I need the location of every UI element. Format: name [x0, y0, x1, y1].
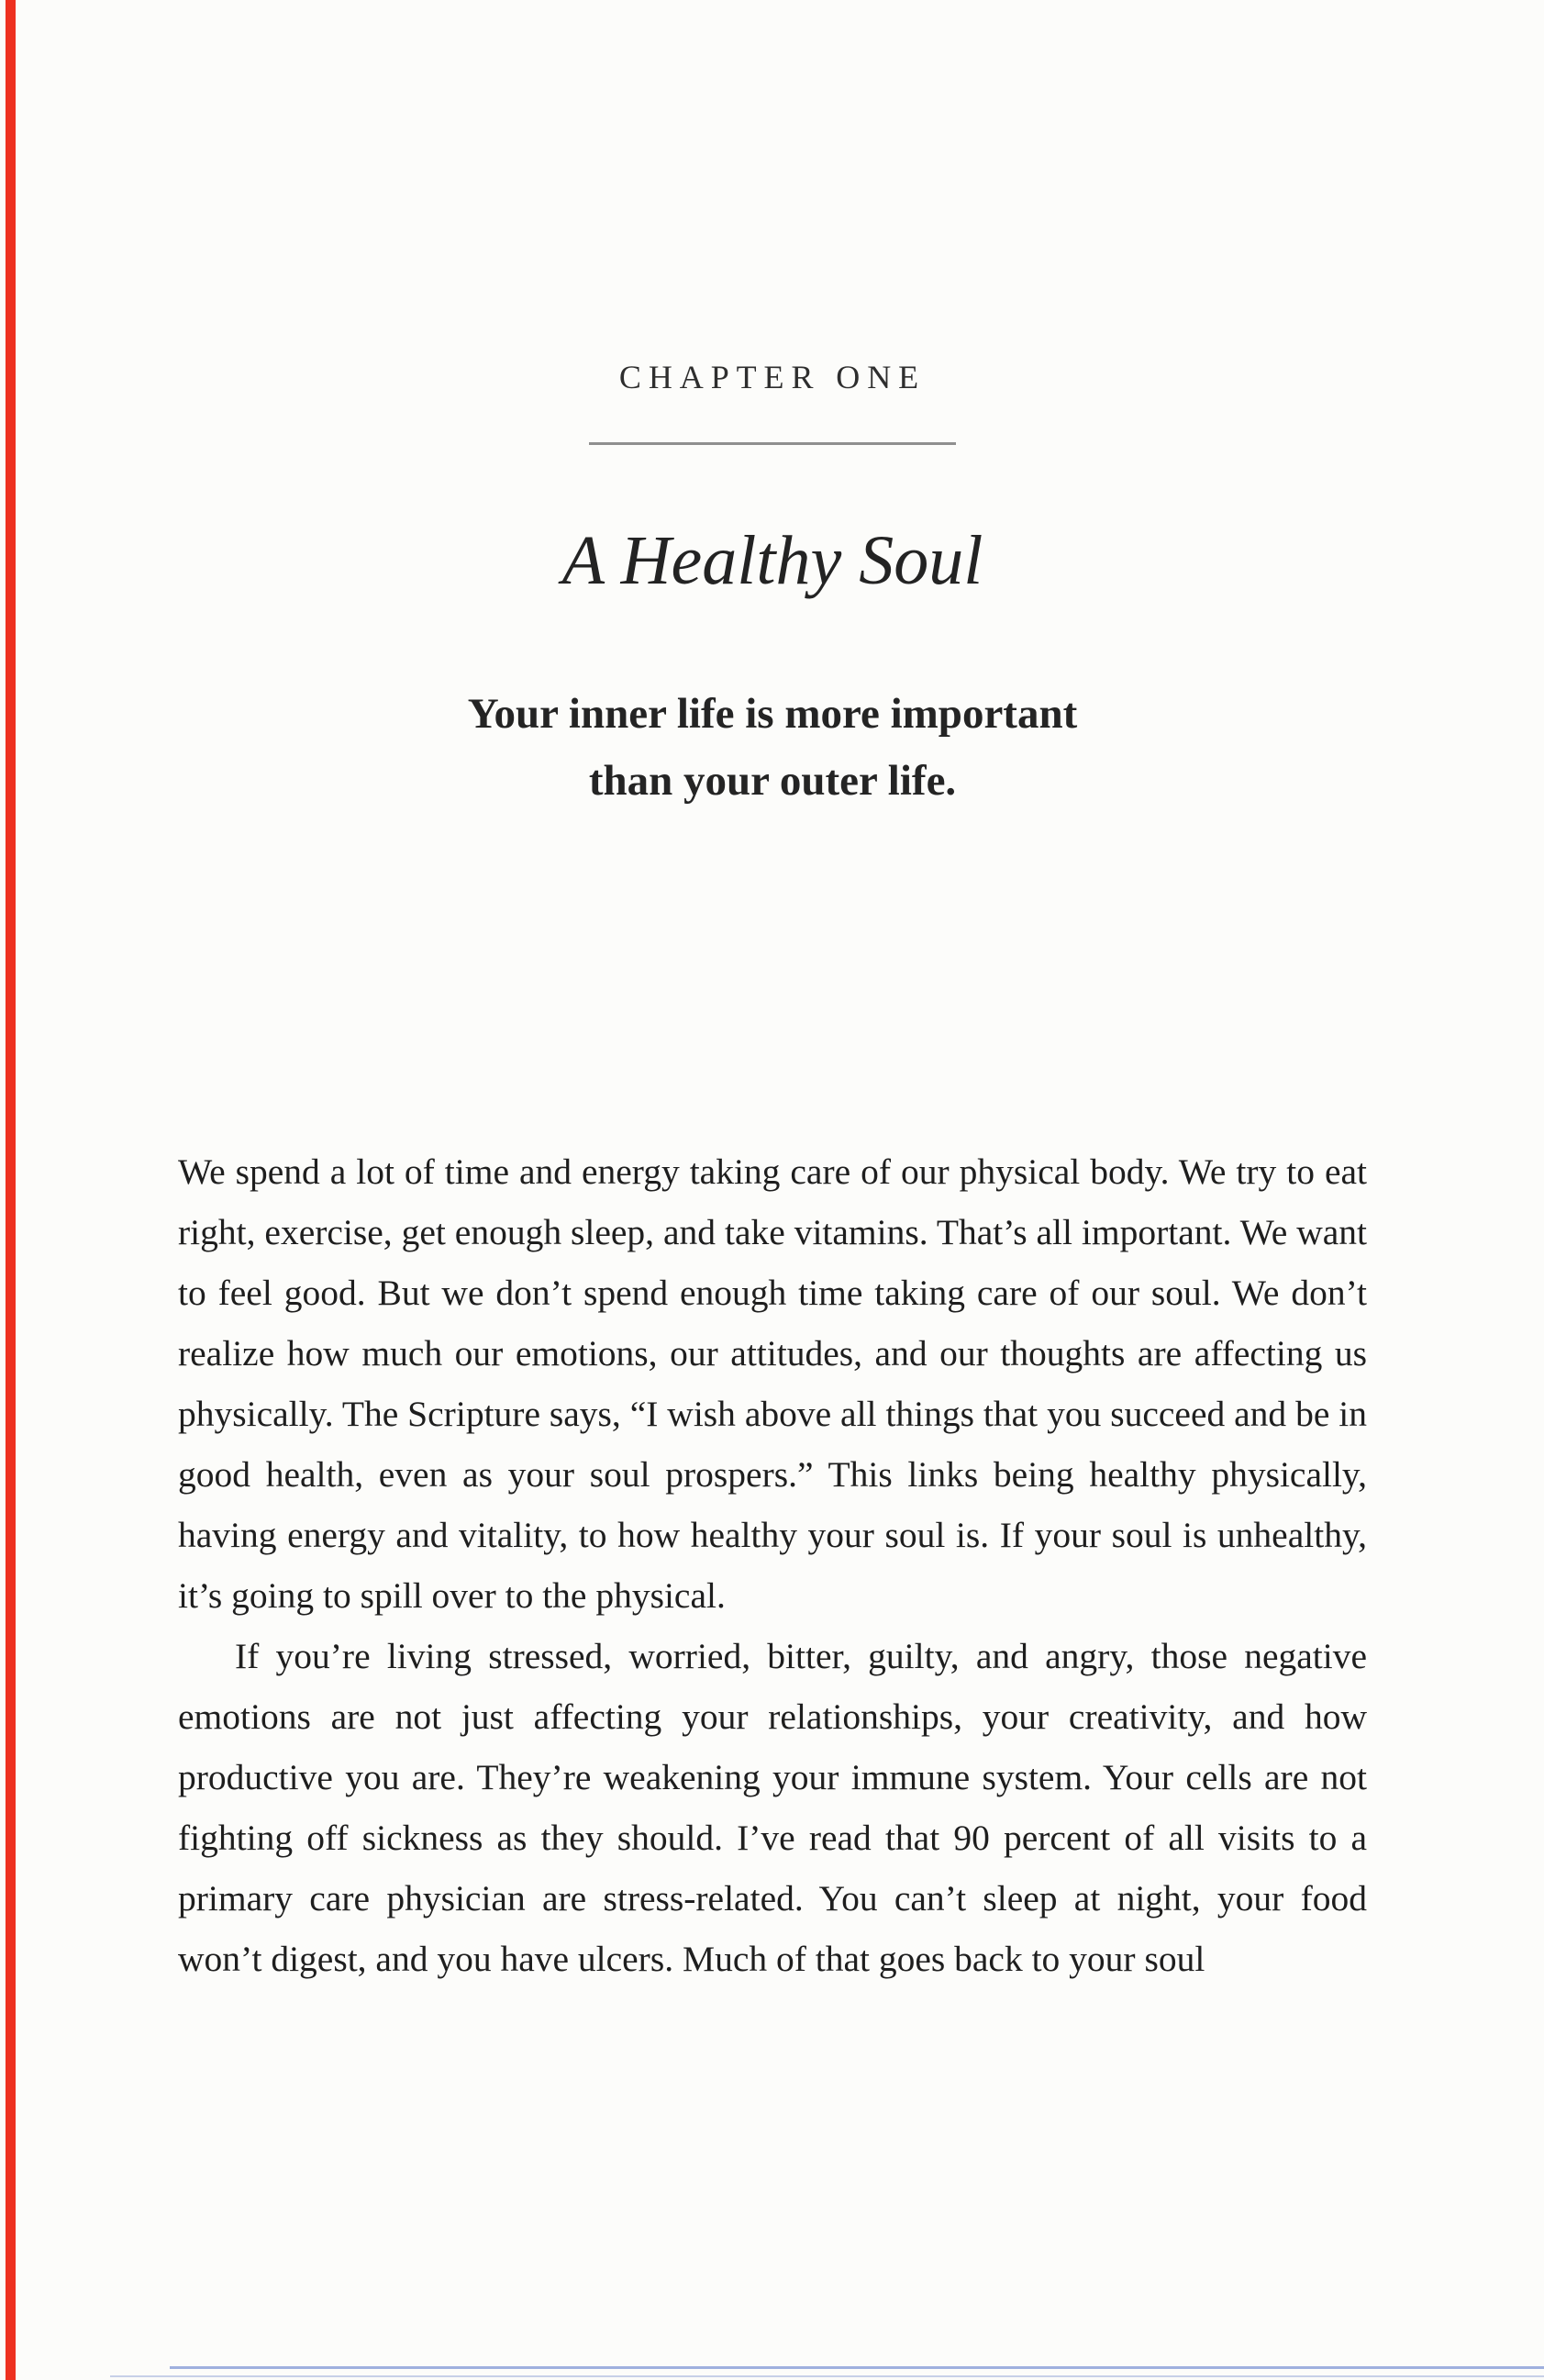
body-paragraph: If you’re living stressed, worried, bitter, guilty, and angry, those negative emotions are not just affecting your relationships, your creativity, and how productive you are. They’re weakening your immune system. Your cells are not fighting off sickness as they should. I’ve read that 90 percent of all visits to a primary care physician are stress-related. You can’t sleep at night, your food won’t digest, and you have ulcers. Much of that goes back to your soul: [178, 1636, 1367, 1979]
chapter-subtitle-line-1: Your inner life is more important: [467, 690, 1078, 738]
bottom-scan-artifact-line-faint: [110, 2375, 1544, 2377]
chapter-title: A Healthy Soul: [561, 522, 983, 599]
book-page: [178, 0, 1367, 2380]
left-scan-artifact-line: [6, 0, 16, 2380]
section-divider-rule: [589, 442, 956, 445]
chapter-subtitle: [178, 681, 1367, 815]
chapter-label: CHAPTER ONE: [618, 359, 927, 395]
bottom-scan-artifact-line: [170, 2366, 1544, 2369]
chapter-subtitle-line-2: than your outer life.: [588, 756, 957, 805]
body-paragraph: We spend a lot of time and energy taking care of our physical body. We try to eat right, exercise, get enough sleep, and take vitamins. That’s all important. We want to feel good. But we don’t spend enough time taking care of our soul. We don’t realize how much our emotions, our attitudes, and our thoughts are affecting us physically. The Scripture says, “I wish above all things that you succeed and be in good health, even as your soul prospers.” This links being healthy physically, having energy and vitality, to how healthy your soul is. If your soul is unhealthy, it’s going to spill over to the physical.: [178, 1151, 1367, 1616]
body-text-block: [178, 1141, 1367, 1989]
